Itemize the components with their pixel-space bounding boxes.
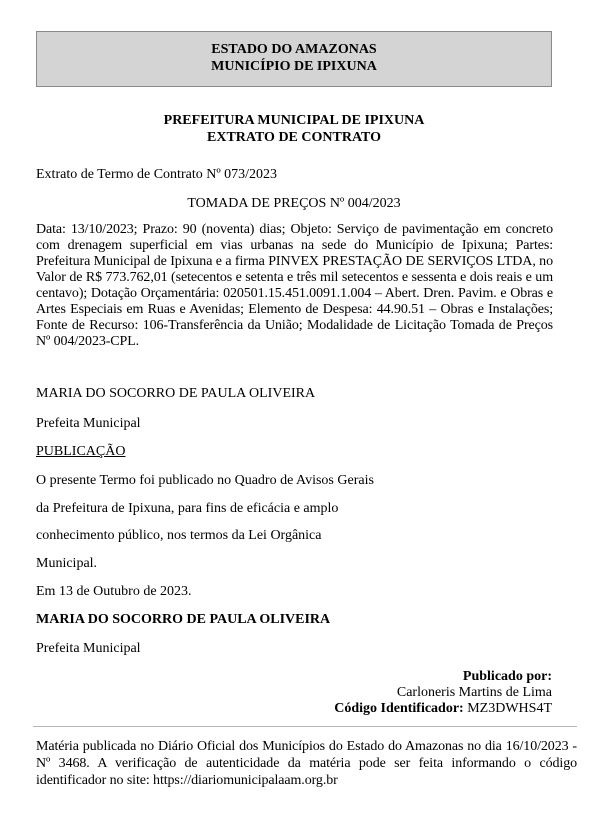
state-header (36, 31, 552, 87)
identifier-code: MZ3DWHS4T (467, 701, 552, 716)
extrato-title: EXTRATO DE CONTRATO (207, 130, 381, 145)
footer-note: Matéria publicada no Diário Oficial dos Municípios do Estado do Amazonas no dia 16/10/2023 - Nº 3468. A verificação de autenticidade da matéria pode ser feita informando o código identificador no site: https://diariomunicipalaam.org.br (36, 739, 577, 788)
tomada-de-precos: TOMADA DE PREÇOS Nº 004/2023 (187, 196, 401, 211)
footer-divider (33, 726, 577, 727)
state-name: ESTADO DO AMAZONAS (211, 42, 377, 57)
published-by-label: Publicado por: (462, 669, 552, 684)
identifier-line (334, 701, 552, 717)
publication-date: Em 13 de Outubro de 2023. (36, 584, 192, 599)
publicacao-line: Municipal. (36, 556, 98, 571)
document-title (36, 112, 552, 146)
signer-role: Prefeita Municipal (36, 641, 141, 656)
contract-reference: Extrato de Termo de Contrato Nº 073/2023 (36, 167, 278, 182)
publicacao-line: conhecimento público, nos termos da Lei Orgânica (36, 528, 322, 543)
publicacao-line: da Prefeitura de Ipixuna, para fins de eficácia e amplo (36, 501, 339, 516)
signer-name: MARIA DO SOCORRO DE PAULA OLIVEIRA (36, 386, 316, 401)
publicacao-heading: PUBLICAÇÃO (36, 444, 126, 459)
contract-details-paragraph: Data: 13/10/2023; Prazo: 90 (noventa) dias; Objeto: Serviço de pavimentação em concreto com drenagem superficial em vias urbanas na sede do Município de Ipixuna; Partes: Prefeitura Municipal de Ipixuna e a firma PINVEX PRESTAÇÃO DE SERVIÇOS LTDA, no Valor de R$ 773.762,01 (setecentos e setenta e três mil setecentos e sessenta e dois reais e um centavo); Dotação Orçamentária: 020501.15.451.0091.1.004 – Abert. Dren. Pavim. e Obras e Artes Especiais em Ruas e Avenidas; Elemento de Despesa: 44.90.51 – Obras e Instalações; Fonte de Recurso: 106-Transferência da União; Modalidade de Licitação Tomada de Preços Nº 004/2023-CPL. (36, 222, 553, 349)
signer-name-bold: MARIA DO SOCORRO DE PAULA OLIVEIRA (36, 612, 331, 627)
signer-role: Prefeita Municipal (36, 416, 141, 431)
published-by-block (334, 669, 552, 717)
prefeitura-title: PREFEITURA MUNICIPAL DE IPIXUNA (163, 113, 425, 128)
publisher-name: Carloneris Martins de Lima (396, 685, 552, 700)
municipality-name: MUNICÍPIO DE IPIXUNA (211, 59, 377, 74)
identifier-label: Código Identificador: (334, 701, 464, 716)
publicacao-line: O presente Termo foi publicado no Quadro de Avisos Gerais (36, 473, 374, 488)
